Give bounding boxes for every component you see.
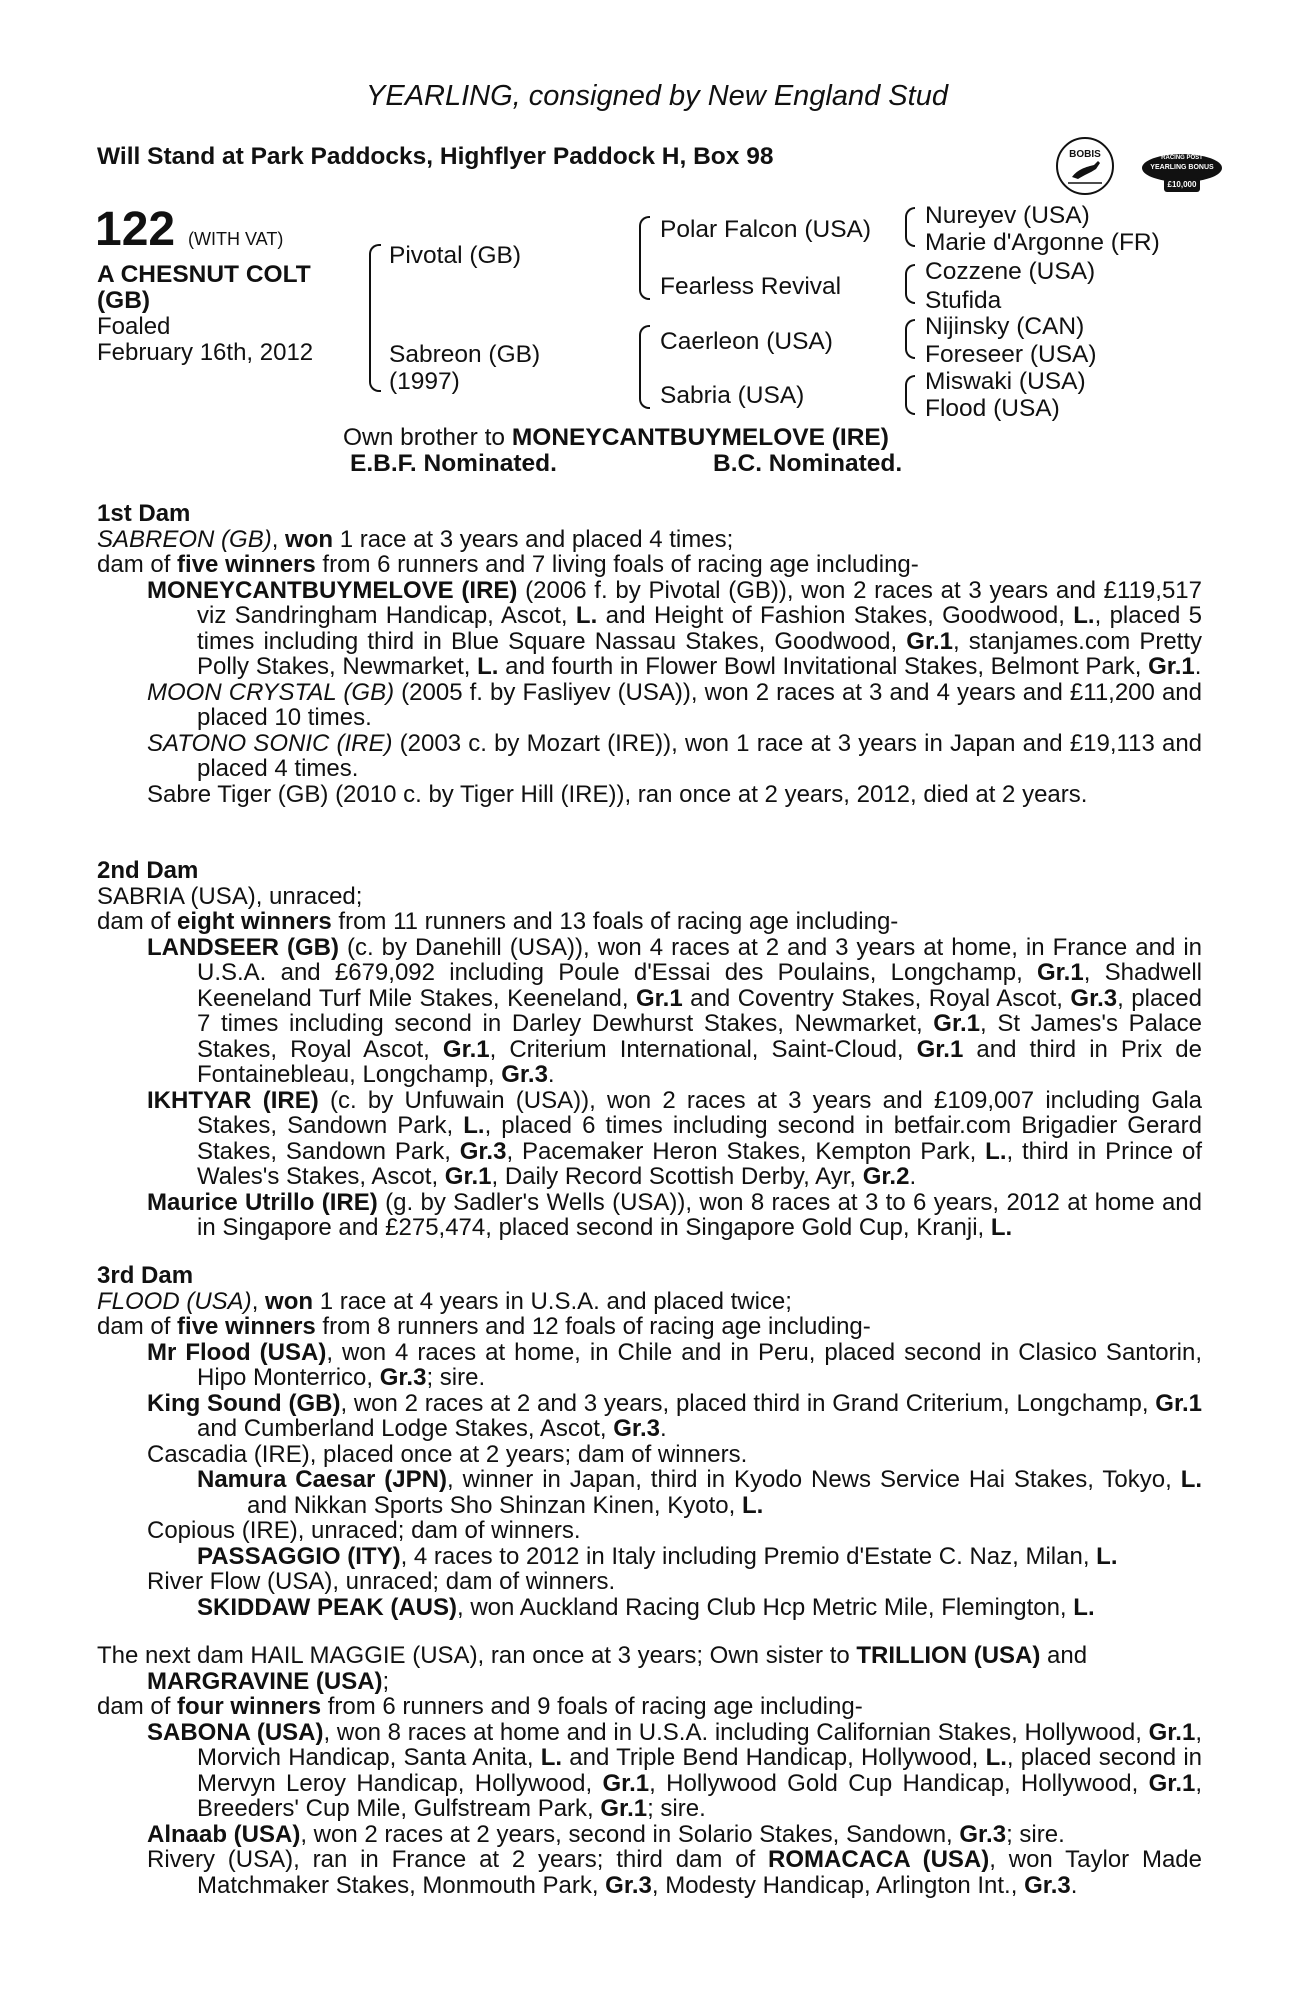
- pedigree-dam-year: (1997): [389, 368, 460, 395]
- first-dam-produce-2: MOON CRYSTAL (GB) (2005 f. by Fasliyev (USA)), won 2 races at 3 and 4 years and £11,200 and placed 10 times.: [147, 678, 1203, 731]
- pedigree-dam: Sabreon (GB): [389, 341, 541, 368]
- third-dam-produce-5: River Flow (USA), unraced; dam of winners.: [147, 1568, 616, 1595]
- yearling-bonus-badge: [1140, 150, 1224, 194]
- pedigree-sire-dam: Fearless Revival: [660, 273, 842, 300]
- pedigree-sire-sire: Polar Falcon (USA): [660, 216, 872, 243]
- ebf-note: E.B.F. Nominated.: [350, 450, 557, 477]
- bobis-label: BOBIS: [1069, 149, 1101, 160]
- third-dam-produce-4a: PASSAGGIO (ITY), 4 races to 2012 in Italy including Premio d'Estate C. Naz, Milan, L.: [197, 1542, 1118, 1570]
- first-dam-produce-1: MONEYCANTBUYMELOVE (IRE) (2006 f. by Pivotal (GB)), won 2 races at 3 years and £119,517 viz Sandringham Handicap, Ascot, L. and Height of Fashion Stakes, Goodwood, L., placed 5 times including third in Blue Square Nassau Stakes, Goodwood, Gr.1, stanjames.com Pretty Polly Stakes, Newmarket, L. and fourth in Flower Bowl Invitational Stakes, Belmont Park, Gr.1.: [147, 576, 1203, 680]
- own-brother-name: MONEYCANTBUYMELOVE (IRE): [511, 424, 889, 451]
- fourth-dam-produce-3: Rivery (USA), ran in France at 2 years; third dam of ROMACACA (USA), won Taylor Made Matchmaker Stakes, Monmouth Park, Gr.3, Modesty Handicap, Arlington Int., Gr.3.: [147, 1846, 1202, 1899]
- pedigree-brace-ds: [905, 319, 915, 359]
- third-dam-summary: FLOOD (USA), won 1 race at 4 years in U.S.A. and placed twice;: [97, 1287, 792, 1315]
- bc-note: B.C. Nominated.: [713, 450, 903, 477]
- first-dam-summary: SABREON (GB), won 1 race at 3 years and placed 4 times;: [97, 525, 734, 553]
- lot-number: 122: [95, 203, 176, 256]
- first-dam-produce-line: dam of five winners from 6 runners and 7 living foals of racing age including-: [97, 551, 919, 578]
- lot-description-country: (GB): [97, 287, 151, 314]
- foaled-label: Foaled: [97, 313, 171, 340]
- fourth-dam-produce-2: Alnaab (USA), won 2 races at 2 years, second in Solario Stakes, Sandown, Gr.3; sire.: [147, 1820, 1065, 1848]
- pedigree-ddd: Flood (USA): [925, 395, 1060, 422]
- pedigree-brace-dam: [639, 325, 650, 409]
- page-title: YEARLING, consigned by New England Stud: [366, 80, 948, 112]
- bonus-amount-label: £10,000: [1167, 180, 1197, 189]
- second-dam-produce-3: Maurice Utrillo (IRE) (g. by Sadler's Wells (USA)), won 8 races at 3 to 6 years, 2012 at home and in Singapore and £275,474, placed second in Singapore Gold Cup, Kranji, L.: [147, 1188, 1202, 1241]
- pedigree-dam-dam: Sabria (USA): [660, 382, 805, 409]
- third-dam-produce-1: Mr Flood (USA), won 4 races at home, in Chile and in Peru, placed second in Clasico Santorin, Hipo Monterrico, Gr.3; sire.: [147, 1338, 1202, 1391]
- foaled-date: February 16th, 2012: [97, 339, 314, 366]
- second-dam-produce-1: LANDSEER (GB) (c. by Danehill (USA)), won 4 races at 2 and 3 years at home, in France and in U.S.A. and £679,092 including Poule d'Essai des Poulains, Longchamp, Gr.1, Shadwell Keeneland Turf Mile Stakes, Keeneland, Gr.1 and Coventry Stakes, Royal Ascot, Gr.3, placed 7 times including second in Darley Dewhurst Stakes, Newmarket, Gr.1, St James's Palace Stakes, Royal Ascot, Gr.1, Criterium International, Saint-Cloud, Gr.1 and third in Prix de Fontainebleau, Longchamp, Gr.3.: [147, 933, 1202, 1088]
- third-dam-produce-2: King Sound (GB), won 2 races at 2 and 3 years, placed third in Grand Criterium, Longchamp, Gr.1 and Cumberland Lodge Stakes, Ascot, Gr.3.: [147, 1389, 1202, 1442]
- lot-description: A CHESNUT COLT: [97, 261, 311, 288]
- first-dam-produce-4: Sabre Tiger (GB) (2010 c. by Tiger Hill (IRE)), ran once at 2 years, 2012, died at 2 years.: [147, 780, 1088, 808]
- second-dam-produce-2: IKHTYAR (IRE) (c. by Unfuwain (USA)), won 2 races at 3 years and £109,007 including Gala Stakes, Sandown Park, L., placed 6 times including second in betfair.com Brigadier Gerard Stakes, Sandown Park, Gr.3, Pacemaker Heron Stakes, Kempton Park, L., third in Prince of Wales's Stakes, Ascot, Gr.1, Daily Record Scottish Derby, Ayr, Gr.2.: [147, 1086, 1203, 1190]
- third-dam-produce-3: Cascadia (IRE), placed once at 2 years; dam of winners.: [147, 1440, 748, 1468]
- bonus-mid-label: YEARLING BONUS: [1150, 164, 1214, 171]
- third-dam-produce-5a: SKIDDAW PEAK (AUS), won Auckland Racing Club Hcp Metric Mile, Flemington, L.: [197, 1593, 1095, 1621]
- pedigree-brace-sd: [905, 264, 915, 304]
- pedigree-brace-main: [369, 244, 381, 392]
- first-dam-heading: 1st Dam: [97, 500, 191, 527]
- pedigree-brace-sire: [639, 216, 650, 300]
- pedigree-dam-sire: Caerleon (USA): [660, 328, 833, 355]
- first-dam-produce-3: SATONO SONIC (IRE) (2003 c. by Mozart (IRE)), won 1 race at 3 years in Japan and £19,113 and placed 4 times.: [147, 729, 1203, 782]
- pedigree-dds: Miswaki (USA): [925, 368, 1086, 395]
- own-brother-note: [343, 424, 889, 452]
- fourth-dam-section: [97, 1643, 1202, 1898]
- second-dam-heading: 2nd Dam: [97, 857, 199, 884]
- lot-vat: (WITH VAT): [188, 229, 284, 249]
- pedigree-dsd: Foreseer (USA): [925, 341, 1097, 368]
- second-dam-produce-line: dam of eight winners from 11 runners and 13 foals of racing age including-: [97, 908, 899, 935]
- pedigree-sire: Pivotal (GB): [389, 242, 522, 269]
- pedigree-ssd: Marie d'Argonne (FR): [925, 229, 1160, 256]
- pedigree-brace-dd: [905, 375, 915, 415]
- first-dam-section: [97, 501, 1202, 807]
- sale-location: Will Stand at Park Paddocks, Highflyer Paddock H, Box 98: [97, 143, 774, 170]
- fourth-dam-produce-1: SABONA (USA), won 8 races at home and in U.S.A. including Californian Stakes, Hollywood, Gr.1, Morvich Handicap, Santa Anita, L. and Triple Bend Handicap, Hollywood, L., placed second in Mervyn Leroy Handicap, Hollywood, Gr.1, Hollywood Gold Cup Handicap, Hollywood, Gr.1, Breeders' Cup Mile, Gulfstream Park, Gr.1; sire.: [147, 1718, 1203, 1822]
- own-brother-prefix: Own brother to: [343, 424, 512, 451]
- bonus-top-label: RACING POST: [1161, 155, 1203, 161]
- pedigree-sdd: Stufida: [925, 287, 1002, 314]
- pedigree-sds: Cozzene (USA): [925, 258, 1096, 285]
- third-dam-heading: 3rd Dam: [97, 1262, 194, 1289]
- third-dam-produce-3a: Namura Caesar (JPN), winner in Japan, third in Kyodo News Service Hai Stakes, Tokyo, L. and Nikkan Sports Sho Shinzan Kinen, Kyoto, L.: [197, 1466, 1203, 1519]
- pedigree-brace-ss: [905, 207, 915, 247]
- second-dam-summary: SABRIA (USA), unraced;: [97, 882, 363, 910]
- second-dam-section: [97, 858, 1202, 1241]
- pedigree-sss: Nureyev (USA): [925, 202, 1090, 229]
- third-dam-section: [97, 1263, 1202, 1620]
- third-dam-produce-4: Copious (IRE), unraced; dam of winners.: [147, 1517, 581, 1544]
- fourth-dam-produce-line: dam of four winners from 6 runners and 9 foals of racing age including-: [97, 1693, 863, 1720]
- horse-jumping-icon: [1058, 139, 1112, 193]
- bobis-badge: [1056, 137, 1114, 195]
- third-dam-produce-line: dam of five winners from 8 runners and 12 foals of racing age including-: [97, 1313, 871, 1340]
- pedigree-dss: Nijinsky (CAN): [925, 313, 1085, 340]
- fourth-dam-summary: The next dam HAIL MAGGIE (USA), ran once at 3 years; Own sister to TRILLION (USA) and MARGRAVINE (USA);: [97, 1642, 1088, 1695]
